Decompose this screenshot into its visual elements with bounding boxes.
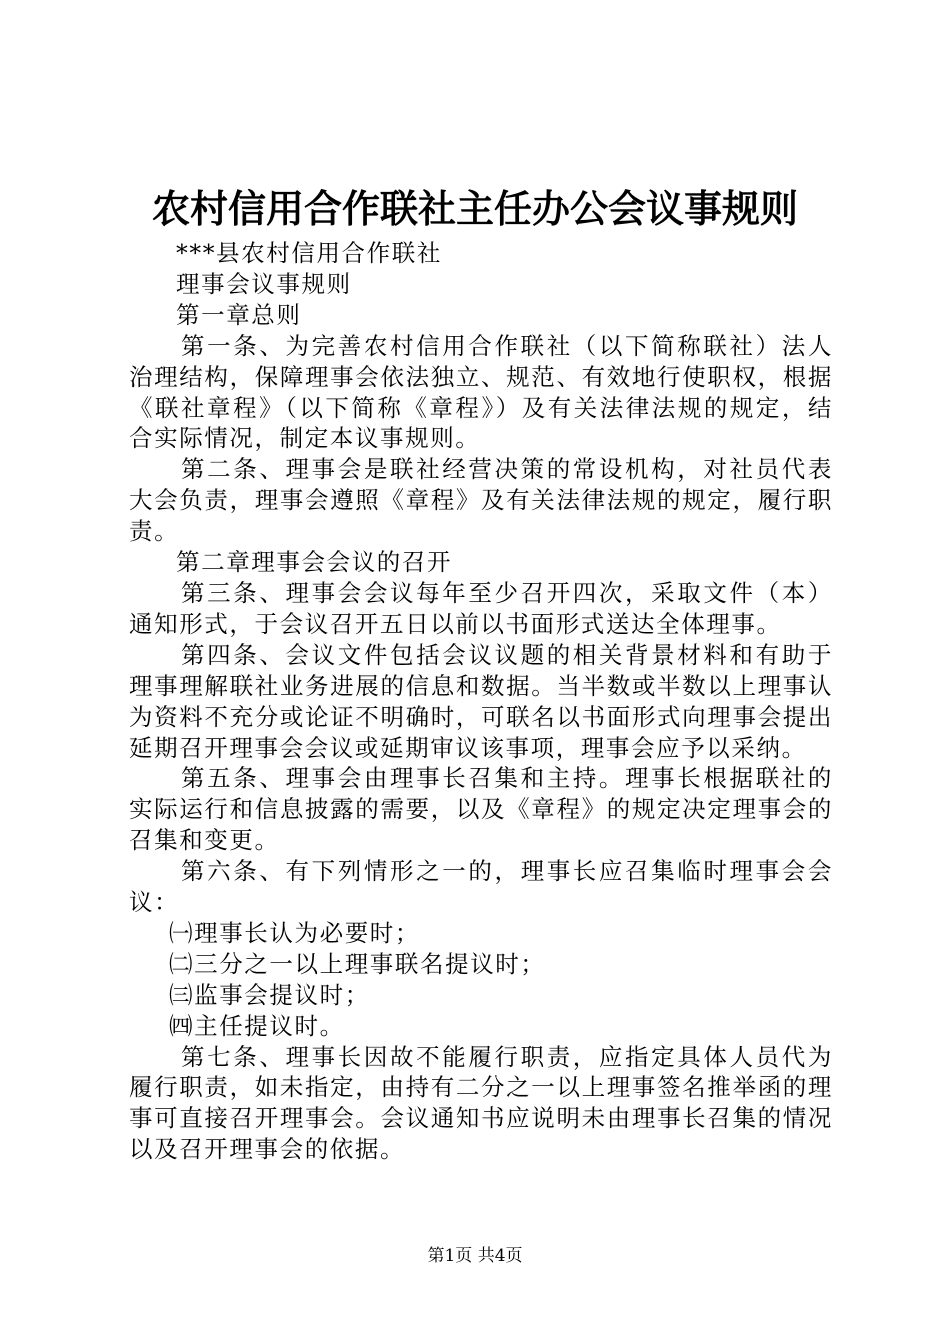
article-paragraph: 第四条、会议文件包括会议议题的相关背景材料和有助于理事理解联社业务进展的信息和数据。当半数或半数以上理事认为资料不充分或论证不明确时，可联名以书面形式向理事会提出延期召开理事会会议或延期审议该事项，理事会应予以采纳。 <box>129 640 833 762</box>
article-paragraph: 第六条、有下列情形之一的，理事长应召集临时理事会会议： <box>129 857 833 917</box>
article-paragraph: 第五条、理事会由理事长召集和主持。理事长根据联社的实际运行和信息披露的需要，以及《章程》的规定决定理事会的召集和变更。 <box>129 764 833 855</box>
article-paragraph: 第二条、理事会是联社经营决策的常设机构，对社员代表大会负责，理事会遵照《章程》及有关法律法规的规定，履行职责。 <box>129 455 833 546</box>
list-item: ㈠理事长认为必要时； <box>169 918 420 947</box>
list-item: ㈡三分之一以上理事联名提议时； <box>169 949 546 978</box>
list-item: ㈣主任提议时。 <box>169 1011 345 1040</box>
page-number-footer: 第1页 共4页 <box>427 1246 523 1266</box>
document-title: 农村信用合作联社主任办公会议事规则 <box>151 186 798 231</box>
org-name-line: ***县农村信用合作联社 <box>176 239 442 267</box>
article-paragraph: 第一条、为完善农村信用合作联社（以下简称联社）法人治理结构，保障理事会依法独立、规范、有效地行使职权，根据《联社章程》（以下简称《章程》）及有关法律法规的规定，结合实际情况，制定本议事规则。 <box>129 331 833 453</box>
chapter-heading: 第一章总则 <box>176 300 302 329</box>
article-paragraph: 第三条、理事会会议每年至少召开四次，采取文件（本）通知形式，于会议召开五日以前以书面形式送达全体理事。 <box>129 578 833 638</box>
document-body <box>129 238 833 1165</box>
chapter-heading: 第二章理事会会议的召开 <box>176 548 453 577</box>
subtitle-line: 理事会议事规则 <box>176 269 352 298</box>
article-paragraph: 第七条、理事长因故不能履行职责，应指定具体人员代为履行职责，如未指定，由持有二分之一以上理事签名推举函的理事可直接召开理事会。会议通知书应说明未由理事长召集的情况以及召开理事会的依据。 <box>129 1042 833 1164</box>
list-item: ㈢监事会提议时； <box>169 980 370 1009</box>
